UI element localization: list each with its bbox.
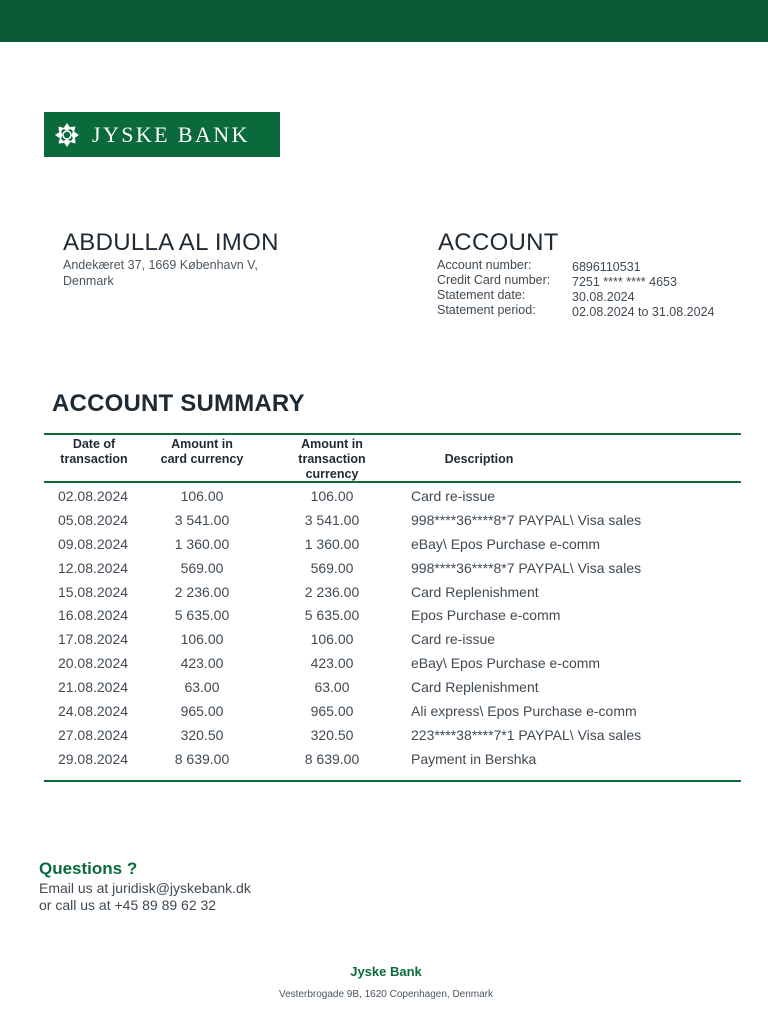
customer-block — [63, 229, 393, 289]
customer-address-line2: Denmark — [63, 274, 114, 288]
row-date: 12.08.2024 — [57, 559, 129, 576]
row-card-amount: 1 360.00 — [174, 535, 230, 552]
row-card-amount: 106.00 — [180, 631, 224, 648]
column-header-transaction-amount-line: transaction — [298, 452, 366, 466]
row-card-amount: 63.00 — [184, 679, 220, 696]
row-date: 09.08.2024 — [57, 535, 129, 552]
row-card-amount: 2 236.00 — [174, 583, 230, 600]
table-row — [44, 533, 741, 557]
questions-block — [39, 858, 251, 914]
column-header-transaction-amount — [272, 437, 392, 482]
column-header-description: Description — [444, 452, 514, 466]
row-card-amount: 3 541.00 — [174, 511, 230, 528]
row-card-amount: 5 635.00 — [174, 607, 230, 624]
customer-address-line1: Andekæret 37, 1669 København V, — [63, 258, 258, 272]
column-header-transaction-amount-line: Amount in — [301, 437, 363, 451]
account-number-row — [437, 258, 757, 273]
table-row — [44, 485, 741, 509]
questions-email: Email us at juridisk@jyskebank.dk — [39, 880, 251, 896]
row-date: 27.08.2024 — [57, 726, 129, 743]
column-header-card-amount-line: Amount in — [171, 437, 233, 451]
row-transaction-amount: 8 639.00 — [304, 750, 360, 767]
table-row — [44, 628, 741, 652]
table-row — [44, 676, 741, 700]
footer-bank-name: Jyske Bank — [350, 964, 422, 979]
table-row — [44, 557, 741, 581]
account-number-value: 6896110531 — [572, 260, 641, 274]
questions-title: Questions ? — [39, 859, 138, 878]
credit-card-value: 7251 **** **** 4653 — [572, 275, 677, 289]
column-header-date — [54, 437, 134, 467]
column-header-card-amount — [142, 437, 262, 467]
table-row — [44, 748, 741, 772]
row-transaction-amount: 1 360.00 — [304, 535, 360, 552]
row-date: 15.08.2024 — [57, 583, 129, 600]
table-header — [44, 435, 741, 481]
logo-text: JYSKE BANK — [92, 121, 250, 147]
row-description: Card Replenishment — [411, 679, 539, 696]
row-transaction-amount: 423.00 — [310, 655, 354, 672]
row-date: 29.08.2024 — [57, 750, 129, 767]
row-description: 998****36****8*7 PAYPAL\ Visa sales — [411, 511, 642, 528]
row-date: 21.08.2024 — [57, 679, 129, 696]
jyske-emblem-icon — [54, 122, 80, 148]
statement-period-label: Statement period: — [437, 303, 536, 317]
row-transaction-amount: 106.00 — [310, 631, 354, 648]
transactions-table — [44, 433, 741, 782]
credit-card-row — [437, 273, 757, 288]
row-description: Epos Purchase e-comm — [411, 607, 561, 624]
row-description: Ali express\ Epos Purchase e-comm — [411, 703, 637, 720]
row-date: 16.08.2024 — [57, 607, 129, 624]
row-description: 223****38****7*1 PAYPAL\ Visa sales — [411, 726, 642, 743]
credit-card-label: Credit Card number: — [437, 273, 551, 287]
row-transaction-amount: 2 236.00 — [304, 583, 360, 600]
row-transaction-amount: 965.00 — [310, 703, 354, 720]
row-transaction-amount: 63.00 — [314, 679, 350, 696]
statement-period-value: 02.08.2024 to 31.08.2024 — [572, 305, 715, 319]
row-transaction-amount: 320.50 — [310, 726, 354, 743]
row-description: Payment in Bershka — [411, 750, 537, 767]
row-date: 05.08.2024 — [57, 511, 129, 528]
table-row — [44, 652, 741, 676]
row-description: Card Replenishment — [411, 583, 539, 600]
top-banner — [0, 0, 768, 42]
row-description: eBay\ Epos Purchase e-comm — [411, 535, 601, 552]
statement-date-row — [437, 288, 757, 303]
account-number-label: Account number: — [437, 258, 532, 272]
row-date: 20.08.2024 — [57, 655, 129, 672]
account-heading: ACCOUNT — [438, 229, 559, 256]
customer-name: ABDULLA AL IMON — [63, 229, 279, 256]
table-row — [44, 700, 741, 724]
table-bottom-rule — [44, 780, 741, 782]
table-row — [44, 581, 741, 605]
row-description: 998****36****8*7 PAYPAL\ Visa sales — [411, 559, 642, 576]
row-card-amount: 965.00 — [180, 703, 224, 720]
row-card-amount: 569.00 — [180, 559, 224, 576]
table-row — [44, 724, 741, 748]
account-summary-title: ACCOUNT SUMMARY — [52, 390, 305, 417]
row-transaction-amount: 569.00 — [310, 559, 354, 576]
column-header-transaction-amount-line: currency — [305, 467, 359, 481]
column-header-date-line: transaction — [60, 452, 128, 466]
row-description: Card re-issue — [411, 631, 496, 648]
table-row — [44, 604, 741, 628]
row-transaction-amount: 3 541.00 — [304, 511, 360, 528]
row-date: 02.08.2024 — [57, 488, 129, 504]
row-description: Card re-issue — [411, 488, 496, 504]
bank-logo — [44, 112, 280, 157]
row-date: 17.08.2024 — [57, 631, 129, 648]
row-transaction-amount: 5 635.00 — [304, 607, 360, 624]
row-card-amount: 320.50 — [180, 726, 224, 743]
statement-date-label: Statement date: — [437, 288, 526, 302]
row-card-amount: 423.00 — [180, 655, 224, 672]
row-card-amount: 8 639.00 — [174, 750, 230, 767]
row-date: 24.08.2024 — [57, 703, 129, 720]
account-block — [437, 229, 757, 318]
statement-date-value: 30.08.2024 — [572, 290, 635, 304]
column-header-date-line: Date of — [72, 437, 116, 451]
statement-period-row — [437, 303, 757, 318]
row-description: eBay\ Epos Purchase e-comm — [411, 655, 601, 672]
column-header-card-amount-line: card currency — [160, 452, 244, 466]
row-card-amount: 106.00 — [180, 488, 224, 504]
row-transaction-amount: 106.00 — [310, 488, 354, 504]
table-body — [44, 483, 741, 780]
footer-address: Vesterbrogade 9B, 1620 Copenhagen, Denmark — [278, 989, 494, 1000]
questions-phone: or call us at +45 89 89 62 32 — [39, 897, 217, 913]
table-row — [44, 509, 741, 533]
